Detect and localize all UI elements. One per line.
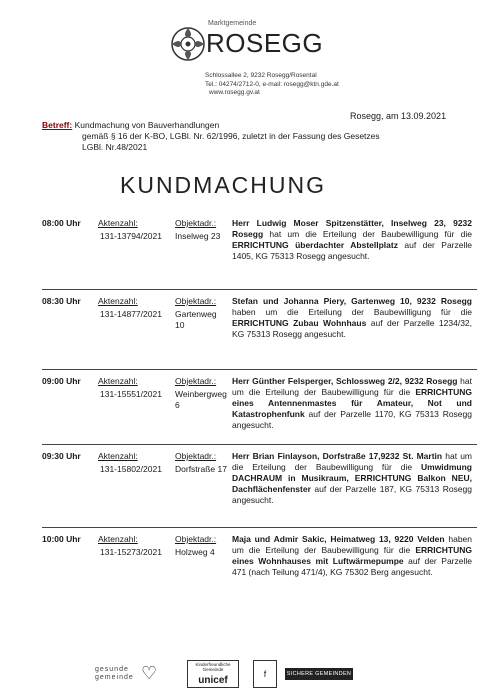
subject-label: Betreff: xyxy=(42,120,73,130)
hearing-description: Herr Günther Felsperger, Schlossweg 2/2, 9232 Rosegg hat um die Erteilung der Baubewilligung für die ERRICHTUNG eines Antennenmastes für Amateur, Not und Katastrophenfunk auf der Parzelle 1170, KG 75313 Rosegg angesucht. xyxy=(232,376,472,430)
file-number-label: Aktenzahl: xyxy=(98,376,138,386)
subject-line-2: gemäß § 16 der K-BO, LGBl. Nr. 62/1996, zuletzt in der Fassung des Gesetzes xyxy=(82,131,380,141)
hearing-description: Herr Brian Finlayson, Dorfstraße 17,9232 St. Martin hat um die Erteilung der Baubewilligung für die Umwidmung DACHRAUM in Musikraum, ERRICHTUNG Balkon NEU, Dachflächenfenster auf der Parzelle 187, KG 75313 Rosegg angesucht. xyxy=(232,451,472,505)
object-address-label: Objektadr.: xyxy=(175,451,217,461)
address-block xyxy=(205,72,339,98)
hearing-description: Herr Ludwig Moser Spitzenstätter, Inselweg 23, 9232 Rosegg hat um die Erteilung der Baubewilligung für die ERRICHTUNG überdachter Abstellplatz auf der Parzelle 1405, KG 75313 Rosegg angesucht. xyxy=(232,218,472,261)
object-address: Holzweg 4 xyxy=(175,547,215,557)
document-date: Rosegg, am 13.09.2021 xyxy=(350,111,447,121)
logo-name: ROSEGG xyxy=(206,28,324,58)
hearing-time: 09:00 Uhr xyxy=(42,376,81,386)
file-number: 131-15551/2021 xyxy=(100,389,162,399)
hearing-time: 08:30 Uhr xyxy=(42,296,81,306)
hearing-description: Stefan und Johanna Piery, Gartenweg 10, 9232 Rosegg haben um die Erteilung der Baubewilligung für die ERRICHTUNG Zubau Wohnhaus auf der Parzelle 1234/32, KG 75313 Rosegg angesucht. xyxy=(232,296,473,339)
file-number: 131-15273/2021 xyxy=(100,547,162,557)
gg-line-1: gesunde xyxy=(95,666,129,673)
object-address: Dorfstraße 17 xyxy=(175,464,227,474)
rose-emblem-icon xyxy=(170,26,206,62)
object-address-label: Objektadr.: xyxy=(175,296,217,306)
hearing-time: 08:00 Uhr xyxy=(42,218,81,228)
object-address: Weinbergweg 6 xyxy=(175,389,227,410)
file-number-label: Aktenzahl: xyxy=(98,534,138,544)
entry-divider xyxy=(42,289,477,290)
entry-divider xyxy=(42,444,477,445)
hearing-time: 10:00 Uhr xyxy=(42,534,81,544)
file-number-label: Aktenzahl: xyxy=(98,218,138,228)
file-number: 131-14877/2021 xyxy=(100,309,162,319)
unicef-label: unicef xyxy=(198,675,228,686)
gesunde-gemeinde-logo xyxy=(95,666,134,682)
family-badge: f xyxy=(253,660,277,688)
heart-icon: ♡ xyxy=(141,663,158,683)
object-address-label: Objektadr.: xyxy=(175,218,217,228)
subject-line-3: LGBl. Nr.48/2021 xyxy=(82,142,148,152)
hearing-time: 09:30 Uhr xyxy=(42,451,81,461)
subject-block xyxy=(42,116,462,153)
sichere-gemeinden-badge: SICHERE GEMEINDEN xyxy=(285,668,353,680)
municipality-logo xyxy=(170,20,324,65)
file-number-label: Aktenzahl: xyxy=(98,296,138,306)
entry-divider xyxy=(42,369,477,370)
object-address-label: Objektadr.: xyxy=(175,534,217,544)
hearing-description: Maja und Admir Sakic, Heimatweg 13, 9220 Velden haben um die Erteilung der Baubewilligung für die ERRICHTUNG eines Wohnhauses mit Luftwärmepumpe auf der Parzelle 471 (nach Teilung 471/4), KG 75302 Berg angesucht. xyxy=(232,534,473,577)
unicef-caption: Kinderfreundliche Gemeinde xyxy=(195,662,231,672)
address-line: Schlossallee 2, 9232 Rosegg/Rosental xyxy=(205,72,317,79)
page-title: KUNDMACHUNG xyxy=(120,172,326,198)
object-address: Inselweg 23 xyxy=(175,231,221,241)
file-number: 131-15802/2021 xyxy=(100,464,162,474)
file-number-label: Aktenzahl: xyxy=(98,451,138,461)
gg-line-2: gemeinde xyxy=(95,674,134,681)
subject-line-1: Kundmachung von Bauverhandlungen xyxy=(74,120,220,130)
entry-divider xyxy=(42,527,477,528)
file-number: 131-13794/2021 xyxy=(100,231,162,241)
object-address-label: Objektadr.: xyxy=(175,376,217,386)
contact-line[interactable]: Tel.: 04274/2712-0, e-mail: rosegg@ktn.gde.at xyxy=(205,80,339,88)
logo-subtitle: Marktgemeinde xyxy=(208,20,257,27)
website-link[interactable]: www.rosegg.gv.at xyxy=(209,89,260,96)
unicef-badge xyxy=(187,660,239,688)
object-address: Gartenweg 10 xyxy=(175,309,217,330)
footer-logos xyxy=(95,660,455,690)
